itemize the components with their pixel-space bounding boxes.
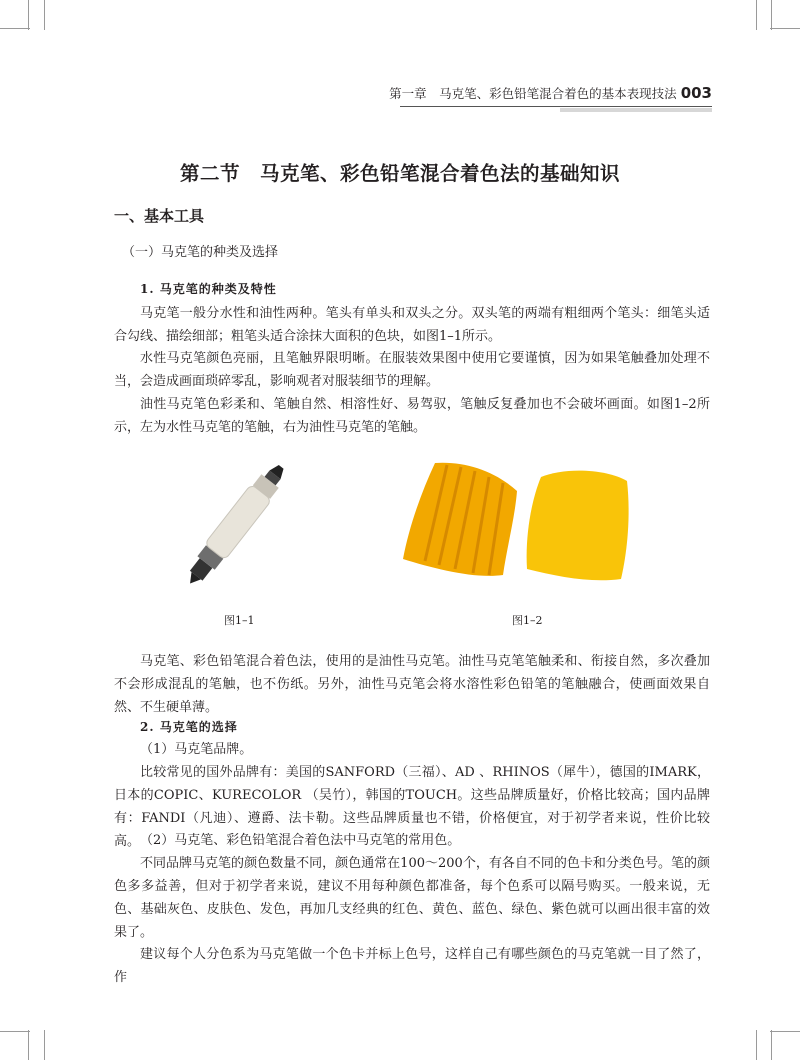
item-heading: （1）马克笔品牌。 — [140, 742, 253, 757]
header-rule — [400, 106, 712, 107]
crop-mark — [0, 1031, 30, 1032]
marker-pen-illustration — [160, 452, 310, 600]
item-heading: （2）马克笔、彩色铅笔混合着色法中马克笔的常用色。 — [140, 833, 461, 848]
paragraph: 水性马克笔颜色亮丽，且笔触界限明晰。在服装效果图中使用它要谨慎，因为如果笔触叠加处理不当，会造成画面琐碎零乱，影响观者对服装细节的理解。 — [114, 351, 710, 389]
crop-mark — [756, 1030, 757, 1060]
running-header — [112, 84, 712, 106]
paragraph: 建议每个人分色系为马克笔做一个色卡并标上色号，这样自己有哪些颜色的马克笔就一目了然了，作 — [114, 947, 710, 985]
paragraph: 不同品牌马克笔的颜色数量不同，颜色通常在100～200个，有各自不同的色卡和分类色号。笔的颜色多多益善，但对于初学者来说，建议不用每种颜色都准备，每个色系可以隔号购买。一般来说，无色、基础灰色、皮肤色、发色，再加几支经典的红色、黄色、蓝色、绿色、紫色就可以画出很丰富的效果了。 — [114, 856, 710, 940]
marker-swatches-illustration — [395, 457, 635, 587]
crop-mark — [44, 1030, 45, 1060]
figure-caption: 图1–1 — [224, 614, 255, 627]
crop-mark — [0, 28, 30, 29]
crop-mark — [756, 0, 757, 30]
crop-mark — [771, 1030, 772, 1060]
crop-mark — [771, 0, 772, 30]
crop-mark — [28, 0, 29, 30]
subheading-marker-selection: 2. 马克笔的选择 — [140, 720, 238, 734]
paragraph: 马克笔一般分水性和油性两种。笔头有单头和双头之分。双头笔的两端有粗细两个笔头：细笔头适合勾线、描绘细部；粗笔头适合涂抹大面积的色块，如图1–1所示。 — [114, 306, 710, 344]
crop-mark — [770, 28, 800, 29]
page-number: 003 — [680, 84, 712, 102]
subheading-types-features: 1. 马克笔的种类及特性 — [140, 282, 277, 296]
header-bar — [560, 108, 712, 112]
oil-marker-swatch — [527, 471, 629, 581]
heading-marker-types: （一）马克笔的种类及选择 — [122, 245, 279, 260]
crop-mark — [44, 0, 45, 30]
paragraph: 马克笔、彩色铅笔混合着色法，使用的是油性马克笔。油性马克笔笔触柔和、衔接自然，多次叠加不会形成混乱的笔触，也不伤纸。另外，油性马克笔会将水溶性彩色铅笔的笔触融合，使画面效果自然、不生硬单薄。 — [114, 654, 710, 715]
chapter-title: 第一章 马克笔、彩色铅笔混合着色的基本表现技法 — [389, 86, 677, 101]
heading-basic-tools: 一、基本工具 — [114, 207, 205, 225]
water-marker-swatch — [403, 463, 517, 576]
paragraph: 比较常见的国外品牌有：美国的SANFORD（三福）、AD 、RHINOS（犀牛），德国的IMARK，日本的COPIC、KURECOLOR （吴竹），韩国的TOUCH。这些品牌质量好，价格比较高；国内品牌有：FANDI（凡迪）、遵爵、法卡勒。这些品牌质量也不错，价格便宜，对于初学者来说，性价比较高。 — [114, 765, 710, 849]
crop-mark — [770, 1031, 800, 1032]
section-title: 第二节 马克笔、彩色铅笔混合着色法的基础知识 — [179, 162, 620, 185]
crop-mark — [28, 1030, 29, 1060]
paragraph: 油性马克笔色彩柔和、笔触自然、相溶性好、易驾驭，笔触反复叠加也不会破坏画面。如图1–2所示，左为水性马克笔的笔触，右为油性马克笔的笔触。 — [114, 397, 710, 435]
figure-caption: 图1–2 — [512, 614, 543, 627]
